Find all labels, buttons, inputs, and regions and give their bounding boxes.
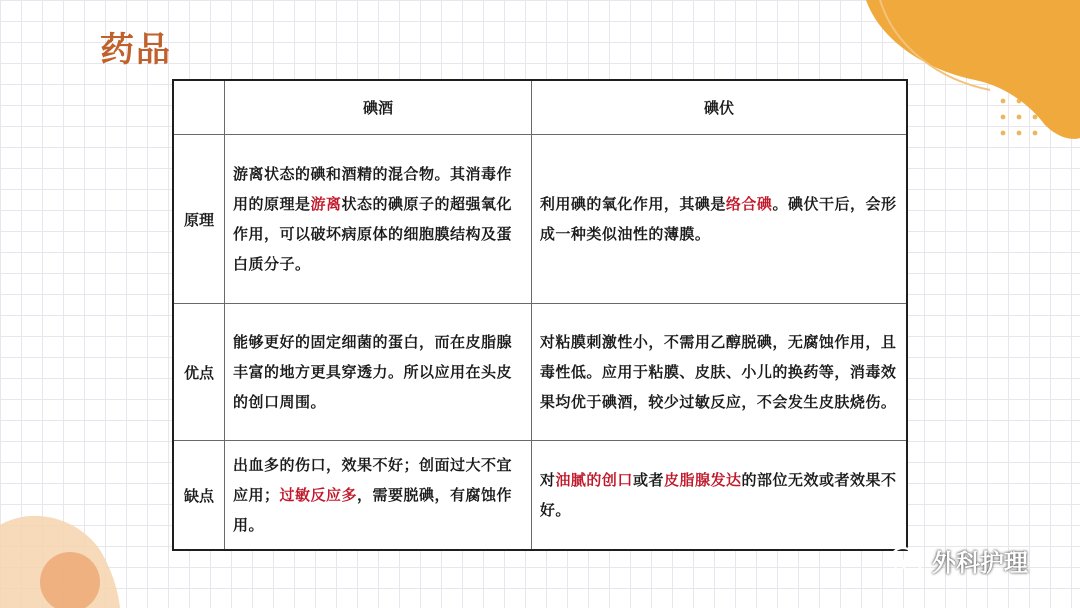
- header-empty-cell: [173, 80, 225, 135]
- cell-text: 。碘伏干后，会形成一种类似油性的薄膜。: [539, 195, 897, 243]
- highlighted-term: 游离: [310, 195, 342, 213]
- comparison-table: [172, 79, 908, 551]
- table-row: [173, 441, 907, 551]
- table-row: [173, 304, 907, 441]
- cell-text: 对粘膜刺激性小，不需用乙醇脱碘，无腐蚀作用，且毒性低。应用于粘膜、皮肤、小儿的换药等，消毒效果均优于碘酒，较少过敏反应，不会发生皮肤烧伤。: [539, 333, 897, 411]
- cell-text: ，需要脱碘，有腐蚀作用。: [233, 486, 513, 534]
- cell-advantages-iodine-tincture: [225, 304, 532, 441]
- highlighted-term: 油腻的创口: [555, 471, 633, 489]
- cell-text: 或者: [632, 471, 664, 489]
- cell-text: 利用碘的氧化作用，其碘是: [539, 195, 726, 213]
- cell-text: 状态的碘原子的超强氧化作用，可以破坏病原体的细胞膜结构及蛋白质分子。: [233, 195, 513, 273]
- wechat-icon: [890, 545, 924, 575]
- row-label-principle: 原理: [173, 135, 225, 304]
- cell-advantages-povidone-iodine: [531, 304, 907, 441]
- cell-text: 出血多的伤口，效果不好；创面过大不宜应用；: [233, 456, 513, 504]
- cell-text: 游离状态的碘和酒精的混合物。其消毒作用的原理是: [233, 165, 513, 213]
- highlighted-term: 过敏反应多: [279, 486, 358, 504]
- watermark-text: 外科护理: [932, 548, 1028, 577]
- highlighted-term: 络合碘: [725, 195, 773, 213]
- row-label-advantages: 优点: [173, 304, 225, 441]
- cell-disadvantages-iodine-tincture: [225, 441, 532, 551]
- watermark: [890, 540, 1028, 580]
- slide-title: 药品: [100, 30, 172, 70]
- cell-principle-povidone-iodine: [531, 135, 907, 304]
- header-povidone-iodine: 碘伏: [531, 80, 907, 135]
- cell-disadvantages-povidone-iodine: [531, 441, 907, 551]
- table-row: [173, 135, 907, 304]
- highlighted-term: 皮脂腺发达: [663, 471, 742, 489]
- cell-principle-iodine-tincture: [225, 135, 532, 304]
- cell-text: 对: [539, 471, 556, 489]
- row-label-disadvantages: 缺点: [173, 441, 225, 551]
- header-iodine-tincture: 碘酒: [225, 80, 532, 135]
- header-row: [173, 80, 907, 135]
- cell-text: 的部位无效或者效果不好。: [539, 471, 897, 519]
- cell-text: 能够更好的固定细菌的蛋白，而在皮脂腺丰富的地方更具穿透力。所以应用在头皮的创口周围。: [233, 333, 513, 411]
